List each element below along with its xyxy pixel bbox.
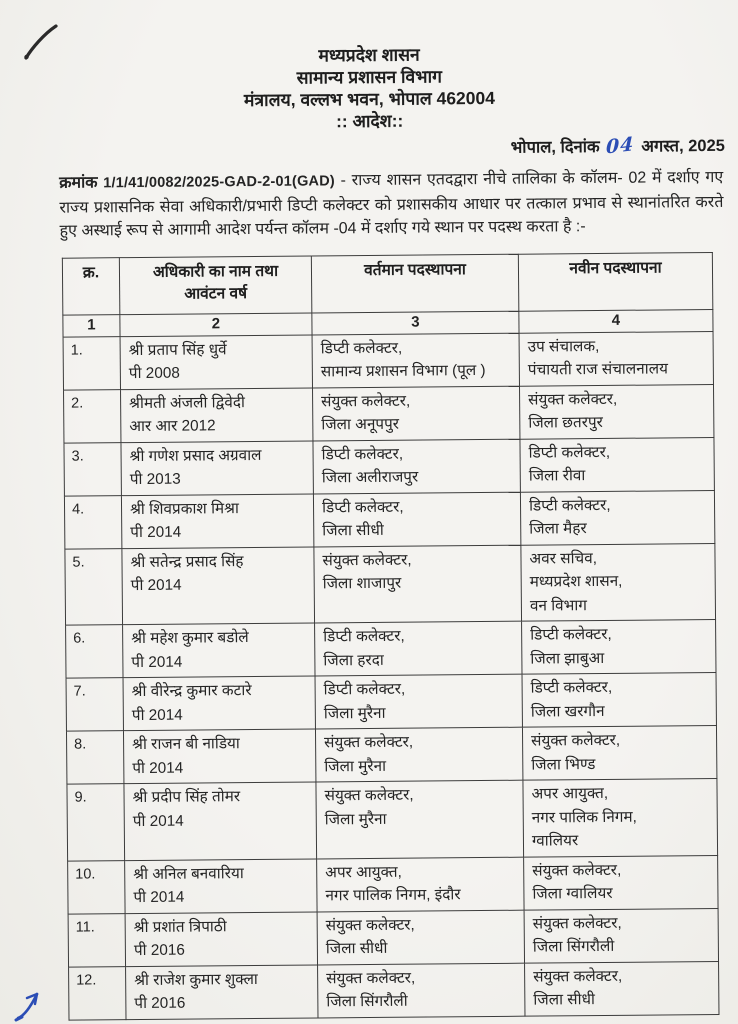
table-row (65, 543, 716, 625)
table-row (68, 855, 718, 914)
cell-new-posting: संयुक्त कलेक्टर, जिला भिण्ड (522, 725, 716, 780)
cell-current-posting: संयुक्त कलेक्टर, जिला सीधी (317, 910, 524, 965)
cell-officer-name: श्री महेश कुमार बडोले पी 2014 (123, 623, 315, 678)
cell-officer-name: श्री सतेन्द्र प्रसाद सिंह पी 2014 (122, 547, 315, 625)
order-paragraph (59, 166, 724, 243)
table-row (66, 619, 716, 678)
table-header-row (62, 252, 712, 315)
header-govt-line: मध्यप्रदेश शासन (318, 44, 420, 66)
document-header (0, 41, 738, 135)
cell-current-posting: डिप्टी कलेक्टर, जिला हरदा (315, 621, 522, 676)
cell-officer-name: श्री शिवप्रकाश मिश्रा पी 2014 (121, 494, 313, 549)
cell-new-posting: संयुक्त कलेक्टर, जिला सिंगरौली (524, 908, 718, 963)
handwritten-day: 04 (606, 133, 635, 159)
cell-current-posting: संयुक्त कलेक्टर, जिला शाजापुर (314, 545, 522, 623)
cell-current-posting: डिप्टी कलेक्टर, सामान्य प्रशासन विभाग (पूल ) (312, 333, 519, 388)
table-row (64, 384, 714, 443)
cell-officer-name: श्रीमती अंजली द्विवेदी आर आर 2012 (121, 388, 313, 443)
cell-serial: 8. (66, 731, 123, 784)
cell-officer-name: श्री राजेश कुमार शुक्ला पी 2016 (126, 964, 318, 1019)
cell-new-posting: डिप्टी कलेक्टर, जिला झाबुआ (522, 619, 716, 674)
place-date-line (1, 133, 738, 162)
cell-current-posting: डिप्टी कलेक्टर, जिला मुरैना (315, 674, 522, 729)
cell-serial: 10. (68, 860, 125, 913)
cell-current-posting: संयुक्त कलेक्टर, जिला अनूपपुर (312, 386, 519, 441)
table-row (69, 961, 719, 1020)
cell-current-posting: अपर आयुक्त, नगर पालिक निगम, इंदौर (317, 857, 524, 912)
table-row (64, 490, 714, 549)
header-address-line: मंत्रालय, वल्लभ भवन, भोपाल 462004 (243, 87, 496, 111)
cell-new-posting: संयुक्त कलेक्टर, जिला सीधी (525, 961, 719, 1016)
cell-serial: 6. (66, 625, 123, 678)
order-document (0, 41, 738, 1021)
order-number: 1/1/41/0082/2025-GAD-2-01(GAD) (103, 173, 335, 192)
cell-serial: 7. (66, 678, 123, 731)
cell-serial: 11. (68, 913, 125, 966)
col-header-serial: क्र. (62, 257, 119, 314)
cell-new-posting: डिप्टी कलेक्टर, जिला खरगौन (522, 672, 716, 727)
table-row (66, 672, 716, 731)
cell-serial: 3. (64, 442, 121, 495)
table-row (64, 437, 714, 496)
date-suffix: अगस्त, 2025 (641, 136, 725, 156)
table-row (63, 331, 713, 390)
col-header-officer-name: अधिकारी का नाम तथा आवंटन वर्ष (119, 256, 311, 315)
cell-officer-name: श्री प्रताप सिंह धुर्वे पी 2008 (120, 335, 312, 390)
cell-current-posting: डिप्टी कलेक्टर, जिला अलीराजपुर (313, 439, 520, 494)
cell-current-posting: डिप्टी कलेक्टर, जिला सीधी (313, 492, 520, 547)
table-row (68, 908, 718, 967)
ink-tick-mark (10, 978, 70, 1024)
header-order-title: :: आदेश:: (335, 110, 404, 132)
cell-serial: 12. (69, 966, 126, 1019)
cell-officer-name: श्री प्रशांत त्रिपाठी पी 2016 (125, 911, 317, 966)
cell-serial: 9. (67, 784, 125, 861)
cell-officer-name: श्री वीरेन्द्र कुमार कटारे पी 2014 (123, 676, 315, 731)
table-row (67, 778, 718, 860)
order-body-text: - राज्य शासन एतदद्वारा नीचे तालिका के कॉलम- 02 में दर्शाए गए राज्य प्रशासनिक सेवा अधिकारी/प्रभारी डिप्टी कलेक्टर को प्रशासकीय आधार पर तत्काल प्रभाव से स्थानांतरित करते हुए अस्थाई रूप से आगामी आदेश पर्यन्त कॉलम -04 में दर्शाए गये स्थान पर पदस्थ करता है :- (59, 168, 724, 240)
cell-serial: 2. (64, 389, 121, 442)
cell-new-posting: संयुक्त कलेक्टर, जिला छतरपुर (519, 384, 713, 439)
cell-new-posting: डिप्टी कलेक्टर, जिला मैहर (520, 490, 714, 545)
cell-officer-name: श्री गणेश प्रसाद अग्रवाल पी 2013 (121, 441, 313, 496)
column-number: 3 (312, 311, 519, 335)
order-number-label: क्रमांक (59, 174, 98, 192)
cell-new-posting: उप संचालक, पंचायती राज संचालनालय (519, 331, 713, 386)
cell-current-posting: संयुक्त कलेक्टर, जिला मुरैना (315, 727, 522, 782)
column-number: 4 (519, 309, 713, 333)
column-number: 2 (120, 313, 312, 337)
cell-officer-name: श्री राजन बी नाडिया पी 2014 (123, 729, 315, 784)
transfer-table (62, 252, 720, 1021)
cell-new-posting: संयुक्त कलेक्टर, जिला ग्वालियर (524, 855, 718, 910)
cell-new-posting: अवर सचिव, मध्यप्रदेश शासन, वन विभाग (521, 543, 716, 621)
header-dept-line: सामान्य प्रशासन विभाग (296, 66, 443, 88)
col-header-current-posting: वर्तमान पदस्थापना (311, 254, 518, 313)
cell-officer-name: श्री प्रदीप सिंह तोमर पी 2014 (124, 782, 317, 860)
cell-officer-name: श्री अनिल बनवारिया पी 2014 (125, 858, 317, 913)
cell-serial: 5. (65, 548, 123, 625)
table-row (66, 725, 716, 784)
cell-current-posting: संयुक्त कलेक्टर, जिला मुरैना (316, 780, 524, 858)
column-number: 1 (63, 314, 120, 336)
date-prefix: भोपाल, दिनांक (510, 137, 600, 157)
cell-serial: 4. (64, 495, 121, 548)
cell-new-posting: अपर आयुक्त, नगर पालिक निगम, ग्वालियर (523, 778, 718, 856)
cell-new-posting: डिप्टी कलेक्टर, जिला रीवा (520, 437, 714, 492)
cell-current-posting: संयुक्त कलेक्टर, जिला सिंगरौली (318, 963, 525, 1018)
cell-serial: 1. (63, 336, 120, 389)
col-header-new-posting: नवीन पदस्थापना (518, 252, 712, 311)
